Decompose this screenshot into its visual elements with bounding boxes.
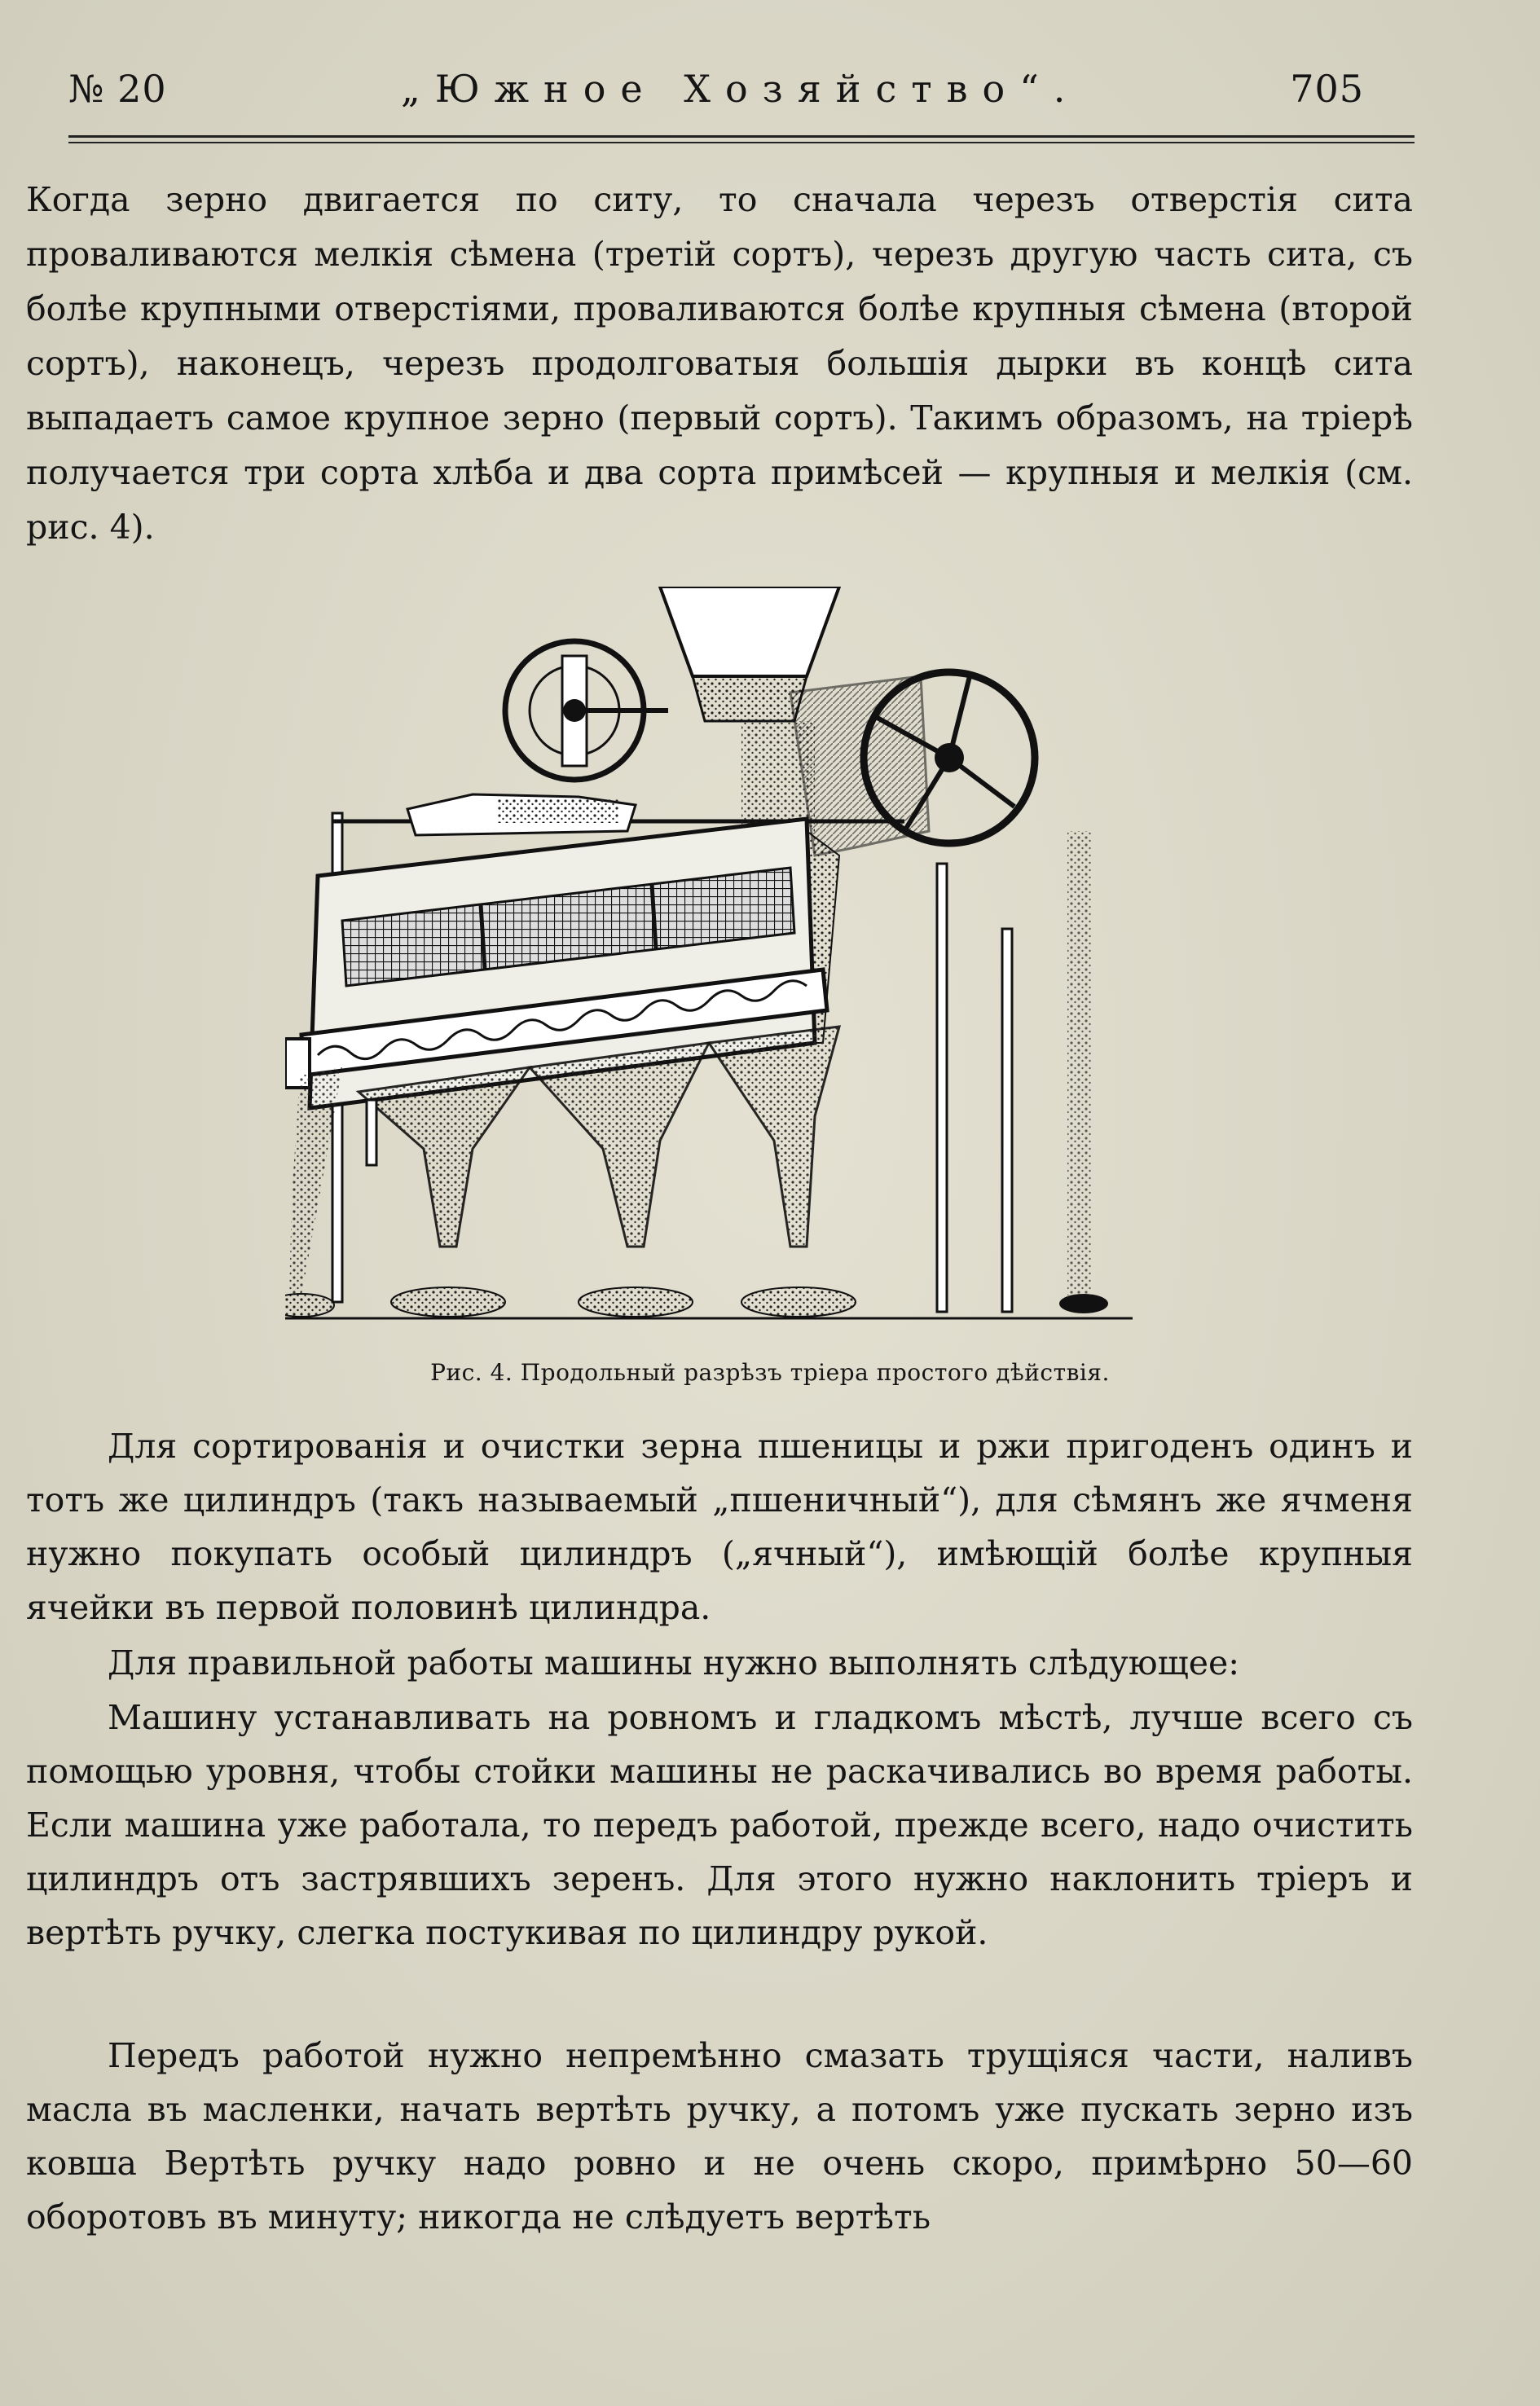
paragraph-lubrication: Передъ работой нужно непремѣнно смазать трущіяся части, наливъ масла въ масленки, начать вертѣть ручку, а потомъ уже пускать зерно изъ ковша Вертѣть ручку надо ровно и не очень скоро, примѣрно 50—60 оборотовъ въ минуту; никогда не слѣдуетъ вертѣть [26,2036,1413,2237]
header-rule-top [68,135,1415,138]
running-header [68,67,1372,132]
journal-title: „Южное Хозяйство“. [401,67,1080,111]
paragraph-sorting: Когда зерно двигается по ситу, то сначала черезъ отверстія сита проваливаются мелкія сѣмена (третій сортъ), черезъ другую часть сита, съ болѣе крупными отверстіями, проваливаются болѣе крупныя сѣмена (второй сортъ), наконецъ, черезъ продолговатыя большія дырки въ концѣ сита выпадаетъ самое крупное зерно (первый сортъ). Такимъ образомъ, на тріерѣ получается три сорта хлѣба и два сорта примѣсей — крупныя и мелкія (см. рис. 4). [26,180,1413,547]
header-rule-bottom [68,142,1415,143]
paragraph-cylinders: Для сортированія и очистки зерна пшеницы и ржи пригоденъ одинъ и тотъ же цилиндръ (такъ называемый „пшеничный“), для сѣмянъ же ячменя нужно покупать особый цилиндръ („ячный“), имѣющій болѣе крупныя ячейки въ первой половинѣ цилиндра. [26,1427,1413,1627]
trier-illustration [285,587,1141,1328]
figure-caption: Рис. 4. Продольный разрѣзъ тріера простого дѣйствія. [430,1359,1110,1386]
paragraph-installation: Машину устанавливать на ровномъ и гладкомъ мѣстѣ, лучше всего съ помощью уровня, чтобы стойки машины не раскачивались во время работы. Если машина уже работала, то передъ работой, прежде всего, надо очистить цилиндръ отъ застрявшихъ зеренъ. Для этого нужно наклонить тріеръ и вертѣть ручку, слегка постукивая по цилиндру рукой. [26,1698,1413,1952]
issue-number: № 20 [68,67,167,111]
paragraph-instructions-intro: Для правильной работы машины нужно выполнять слѣдующее: [108,1643,1240,1682]
page-number: 705 [1290,67,1364,111]
